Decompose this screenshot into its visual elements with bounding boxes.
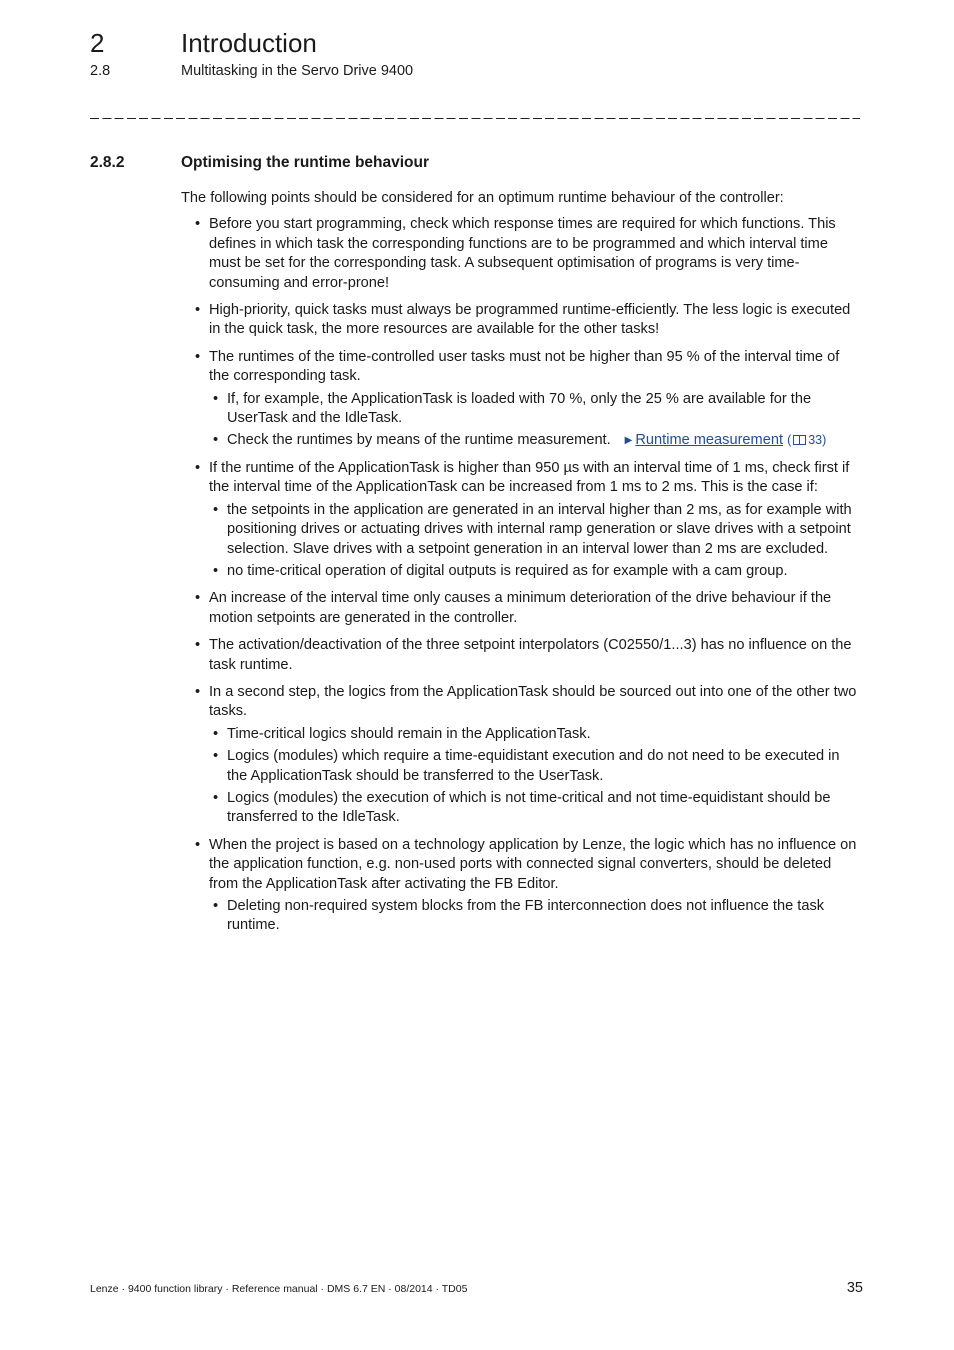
list-item-text: High-priority, quick tasks must always be programmed runtime-efficiently. The less logic is executed in the quick task, the more resources are available for the other tasks!: [209, 302, 851, 338]
list-item-text: In a second step, the logics from the ApplicationTask should be sourced out into one of the other two tasks.: [209, 683, 857, 720]
list-item-text: An increase of the interval time only causes a minimum deterioration of the drive behaviour if the motion setpoints are generated in the controller.: [209, 590, 832, 626]
sub-list-item-text: Check the runtimes by means of the runtime measurement.: [227, 432, 611, 449]
bullet-icon: •: [195, 590, 201, 607]
xref-page: 33): [808, 433, 827, 448]
list-item: [181, 301, 863, 340]
section-number: 2.8: [90, 63, 111, 79]
intro-paragraph: The following points should be considered for an optimum runtime behaviour of the controller:: [181, 190, 784, 206]
list-item: [181, 348, 863, 451]
sub-bullet-list: [209, 390, 863, 451]
bullet-icon: •: [195, 459, 201, 476]
list-item-text: The runtimes of the time-controlled user tasks must not be higher than 95 % of the interval time of the corresponding task.: [209, 348, 840, 385]
sub-bullet-list: [209, 501, 863, 582]
bullet-list: [181, 215, 863, 935]
bullet-icon: •: [213, 501, 219, 518]
bullet-icon: •: [195, 302, 201, 319]
bullet-icon: •: [213, 390, 219, 407]
bullet-icon: •: [195, 637, 201, 654]
bullet-icon: •: [213, 748, 219, 765]
chapter-number: 2: [90, 28, 105, 58]
list-item-text: The activation/deactivation of the three setpoint interpolators (C02550/1...3) has no influence on the task runtime.: [209, 637, 852, 673]
xref-label[interactable]: Runtime measurement: [635, 432, 783, 449]
bullet-icon: •: [213, 725, 219, 742]
sub-list-item-text: Logics (modules) which require a time-equidistant execution and do not need to be executed in the ApplicationTask should be transferred to the UserTask.: [227, 748, 840, 784]
sub-list-item: [209, 562, 863, 581]
footer-text: Lenze · 9400 function library · Reference manual · DMS 6.7 EN · 08/2014 · TD05: [90, 1283, 468, 1295]
sub-bullet-list: [209, 725, 863, 828]
list-item: [181, 589, 863, 628]
list-item: [181, 683, 863, 828]
sub-list-item: [209, 431, 863, 450]
chapter-title: Introduction: [181, 28, 317, 58]
section-title: Multitasking in the Servo Drive 9400: [181, 63, 414, 79]
bullet-icon: •: [195, 216, 201, 233]
sub-list-item-text: no time-critical operation of digital outputs is required as for example with a cam group.: [227, 562, 788, 579]
header-divider: [90, 108, 860, 120]
sub-list-item: [209, 725, 863, 744]
bullet-icon: •: [213, 562, 219, 579]
sub-list-item-text: If, for example, the ApplicationTask is loaded with 70 %, only the 25 % are available for the UserTask and the IdleTask.: [227, 390, 812, 427]
bullet-icon: •: [195, 683, 201, 700]
sub-list-item-text: Time-critical logics should remain in the ApplicationTask.: [227, 725, 591, 742]
sub-list-item-text: Deleting non-required system blocks from the FB interconnection does not influence the task runtime.: [227, 898, 825, 934]
list-item-text: Before you start programming, check which response times are required for which functions. This defines in which task the corresponding functions are to be programmed and which interval time must be set for the corresponding task. A subsequent optimisation of programs is very time-consuming and error-prone!: [209, 216, 836, 291]
triangle-right-icon: ▶: [624, 435, 633, 447]
book-icon: [793, 435, 806, 445]
subsection-number: 2.8.2: [90, 154, 125, 171]
subsection-title: Optimising the runtime behaviour: [181, 154, 430, 171]
sub-list-item-text: the setpoints in the application are generated in an interval higher than 2 ms, as for example with positioning drives or actuating drives with internal ramp generation or slave drives with a setpoint selection. Slave drives with a setpoint generation in an interval lower than 2 ms are excluded.: [227, 501, 852, 557]
list-item: [181, 459, 863, 581]
sub-list-item: [209, 897, 863, 936]
sub-list-item: [209, 747, 863, 786]
sub-bullet-list: [209, 897, 863, 936]
sub-list-item: [209, 789, 863, 828]
bullet-icon: •: [195, 836, 201, 853]
list-item-text: When the project is based on a technology application by Lenze, the logic which has no influence on the application function, e.g. non-used ports with connected signal converters, should be deleted from the ApplicationTask after activating the FB Editor.: [209, 836, 857, 892]
sub-list-item: [209, 501, 863, 559]
list-item: [181, 636, 863, 675]
bullet-icon: •: [213, 432, 219, 449]
xref-page-open: (: [787, 433, 792, 448]
list-item-text: If the runtime of the ApplicationTask is higher than 950 µs with an interval time of 1 ms, check first if the interval time of the ApplicationTask can be increased from 1 ms to 2 ms. This is the case if:: [209, 459, 850, 496]
bullet-icon: •: [213, 898, 219, 914]
bullet-icon: •: [213, 789, 219, 806]
bullet-icon: •: [195, 348, 201, 365]
runtime-measurement-link[interactable]: [625, 432, 827, 448]
page-number: 35: [846, 1280, 863, 1296]
body-content: [181, 189, 863, 944]
sub-list-item-text: Logics (modules) the execution of which is not time-critical and not time-equidistant should be transferred to the IdleTask.: [227, 789, 831, 826]
sub-list-item: [209, 390, 863, 429]
list-item: [181, 215, 863, 293]
list-item: [181, 836, 863, 936]
